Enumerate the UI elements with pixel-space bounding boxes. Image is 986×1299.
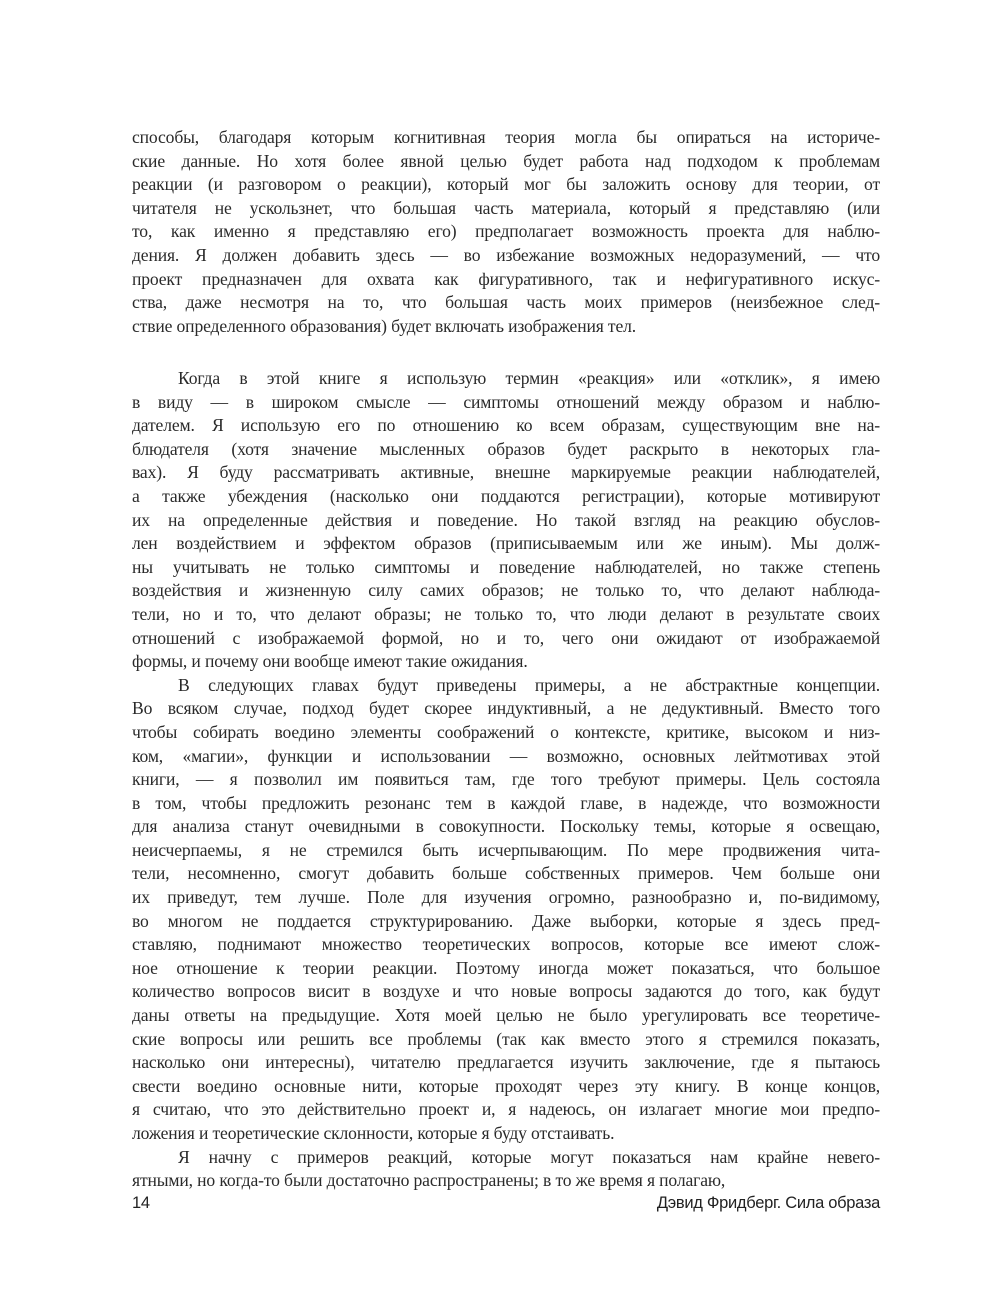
text-line: ские данные. Но хотя более явной целью будет работа над подходом к проблемам xyxy=(132,150,880,171)
text-line: неисчерпаемы, я не стремился быть исчерпывающим. По мере продвижения чита- xyxy=(132,839,880,860)
text-line: воздействия и жизненную силу самих образов; не только то, что делают наблюда- xyxy=(132,580,880,601)
text-line: читателя не ускользнет, что большая часть материала, который я представляю (или xyxy=(132,197,880,218)
text-line: Когда в этой книге я использую термин «реакция» или «отклик», я имею xyxy=(178,368,880,388)
text-line: насколько они интересны), читателю предлагается изучить заключение, где я пытаюсь xyxy=(132,1052,880,1073)
text-line: для анализа станут очевидными в совокупности. Поскольку темы, которые я освещаю, xyxy=(132,816,880,837)
text-line: В следующих главах будут приведены примеры, а не абстрактные концепции. xyxy=(178,674,880,695)
text-line: проект предназначен для охвата как фигуративного, так и нефигуративного искус- xyxy=(132,268,880,289)
paragraph xyxy=(132,1146,880,1193)
page-number: 14 xyxy=(132,1194,150,1212)
text-line: тели, несомненно, смогут добавить больше собственных примеров. Чем больше они xyxy=(132,863,880,884)
running-title: Дэвид Фридберг. Сила образа xyxy=(656,1194,880,1212)
text-line: дателем. Я использую его по отношению ко всем образам, существующим вне на- xyxy=(132,415,880,436)
text-line: книги, — я позволил им появиться там, где того требуют примеры. Цель состояла xyxy=(132,769,880,790)
paragraph xyxy=(132,674,880,1146)
text-line: формы, и почему они вообще имеют такие ожидания. xyxy=(132,651,528,672)
text-line: ком, «магии», функции и использовании — возможно, основных лейтмотивах этой xyxy=(132,745,880,766)
text-line: их приведут, тем лучше. Поле для изучения огромно, разнообразно и, по-видимому, xyxy=(132,887,880,908)
text-line: свести воедино основные нити, которые проходят через эту книгу. В конце концов, xyxy=(132,1075,880,1096)
text-line: я считаю, что это действительно проект и, я надеюсь, он излагает многие мои предпо- xyxy=(132,1099,880,1120)
text-line: ства, даже несмотря на то, что большая часть моих примеров (неизбежное след- xyxy=(132,292,880,313)
text-line: даны ответы на предыдущие. Хотя моей целью не было урегулировать все теоретиче- xyxy=(132,1005,880,1026)
text-line: ствие определенного образования) будет включать изображения тел. xyxy=(132,315,637,336)
text-line: дения. Я должен добавить здесь — во избежание возможных недоразумений, — что xyxy=(132,244,880,265)
text-line: реакции (и разговором о реакции), который мог бы заложить основу для теории, от xyxy=(132,174,880,195)
paragraph xyxy=(132,367,880,674)
body-paragraphs xyxy=(132,367,880,1193)
text-line: Во всяком случае, подход будет скорее индуктивный, а не дедуктивный. Вместо того xyxy=(132,698,880,719)
text-line: то, как именно я представляю его) предполагает возможность проекта для наблю- xyxy=(132,221,880,242)
paragraph-1 xyxy=(132,126,880,338)
text-line: тели, но и то, что делают образы; не только то, что люди делают в результате своих xyxy=(132,603,880,624)
text-line: в виду — в широком смысле — симптомы отношений между образом и наблю- xyxy=(132,391,880,412)
text-line: их на определенные действия и поведение. Но такой взгляд на реакцию обуслов- xyxy=(132,509,880,530)
text-line: чтобы собирать воедино элементы соображений о контексте, критике, высоком и низ- xyxy=(132,721,880,742)
text-line: во многом не поддается структурированию. Даже выборки, которые я здесь пред- xyxy=(132,910,880,931)
text-line: лен воздействием и эффектом образов (приписываемым или же иным). Мы долж- xyxy=(132,533,880,554)
text-line: а также убеждения (насколько они поддаются регистрации), которые мотивируют xyxy=(132,485,880,506)
text-line: ны учитывать не только симптомы и поведение наблюдателей, но также степень xyxy=(132,556,880,577)
text-line: ские вопросы или решить все проблемы (так как вместо этого я стремился показать, xyxy=(132,1028,880,1049)
text-line: ставляю, поднимают множество теоретических вопросов, которые все имеют слож- xyxy=(132,934,880,955)
text-line: в том, чтобы предложить резонанс тем в каждой главе, в надежде, что возможности xyxy=(132,792,880,813)
paragraph xyxy=(132,126,880,338)
text-line: способы, благодаря которым когнитивная теория могла бы опираться на историче- xyxy=(132,127,880,147)
text-line: вах). Я буду рассматривать активные, внешне маркируемые реакции наблюдателей, xyxy=(132,462,880,483)
text-line: Я начну с примеров реакций, которые могут показаться нам крайне невero- xyxy=(178,1146,880,1167)
text-line: ное отношение к теории реакции. Поэтому иногда может показаться, что большое xyxy=(132,957,880,978)
text-line: отношений с изображаемой формой, но и то, чего они ожидают от изображаемой xyxy=(132,627,880,648)
text-line: блюдателя (хотя значение мысленных образов будет раскрыто в некоторых гла- xyxy=(132,438,880,459)
text-line: ятными, но когда-то были достаточно распространены; в то же время я полагаю, xyxy=(132,1170,726,1191)
text-line: количество вопросов висит в воздухе и что новые вопросы задаются до того, как будут xyxy=(132,981,880,1002)
text-line: ложения и теоретические склонности, которые я буду отстаивать. xyxy=(132,1123,615,1143)
